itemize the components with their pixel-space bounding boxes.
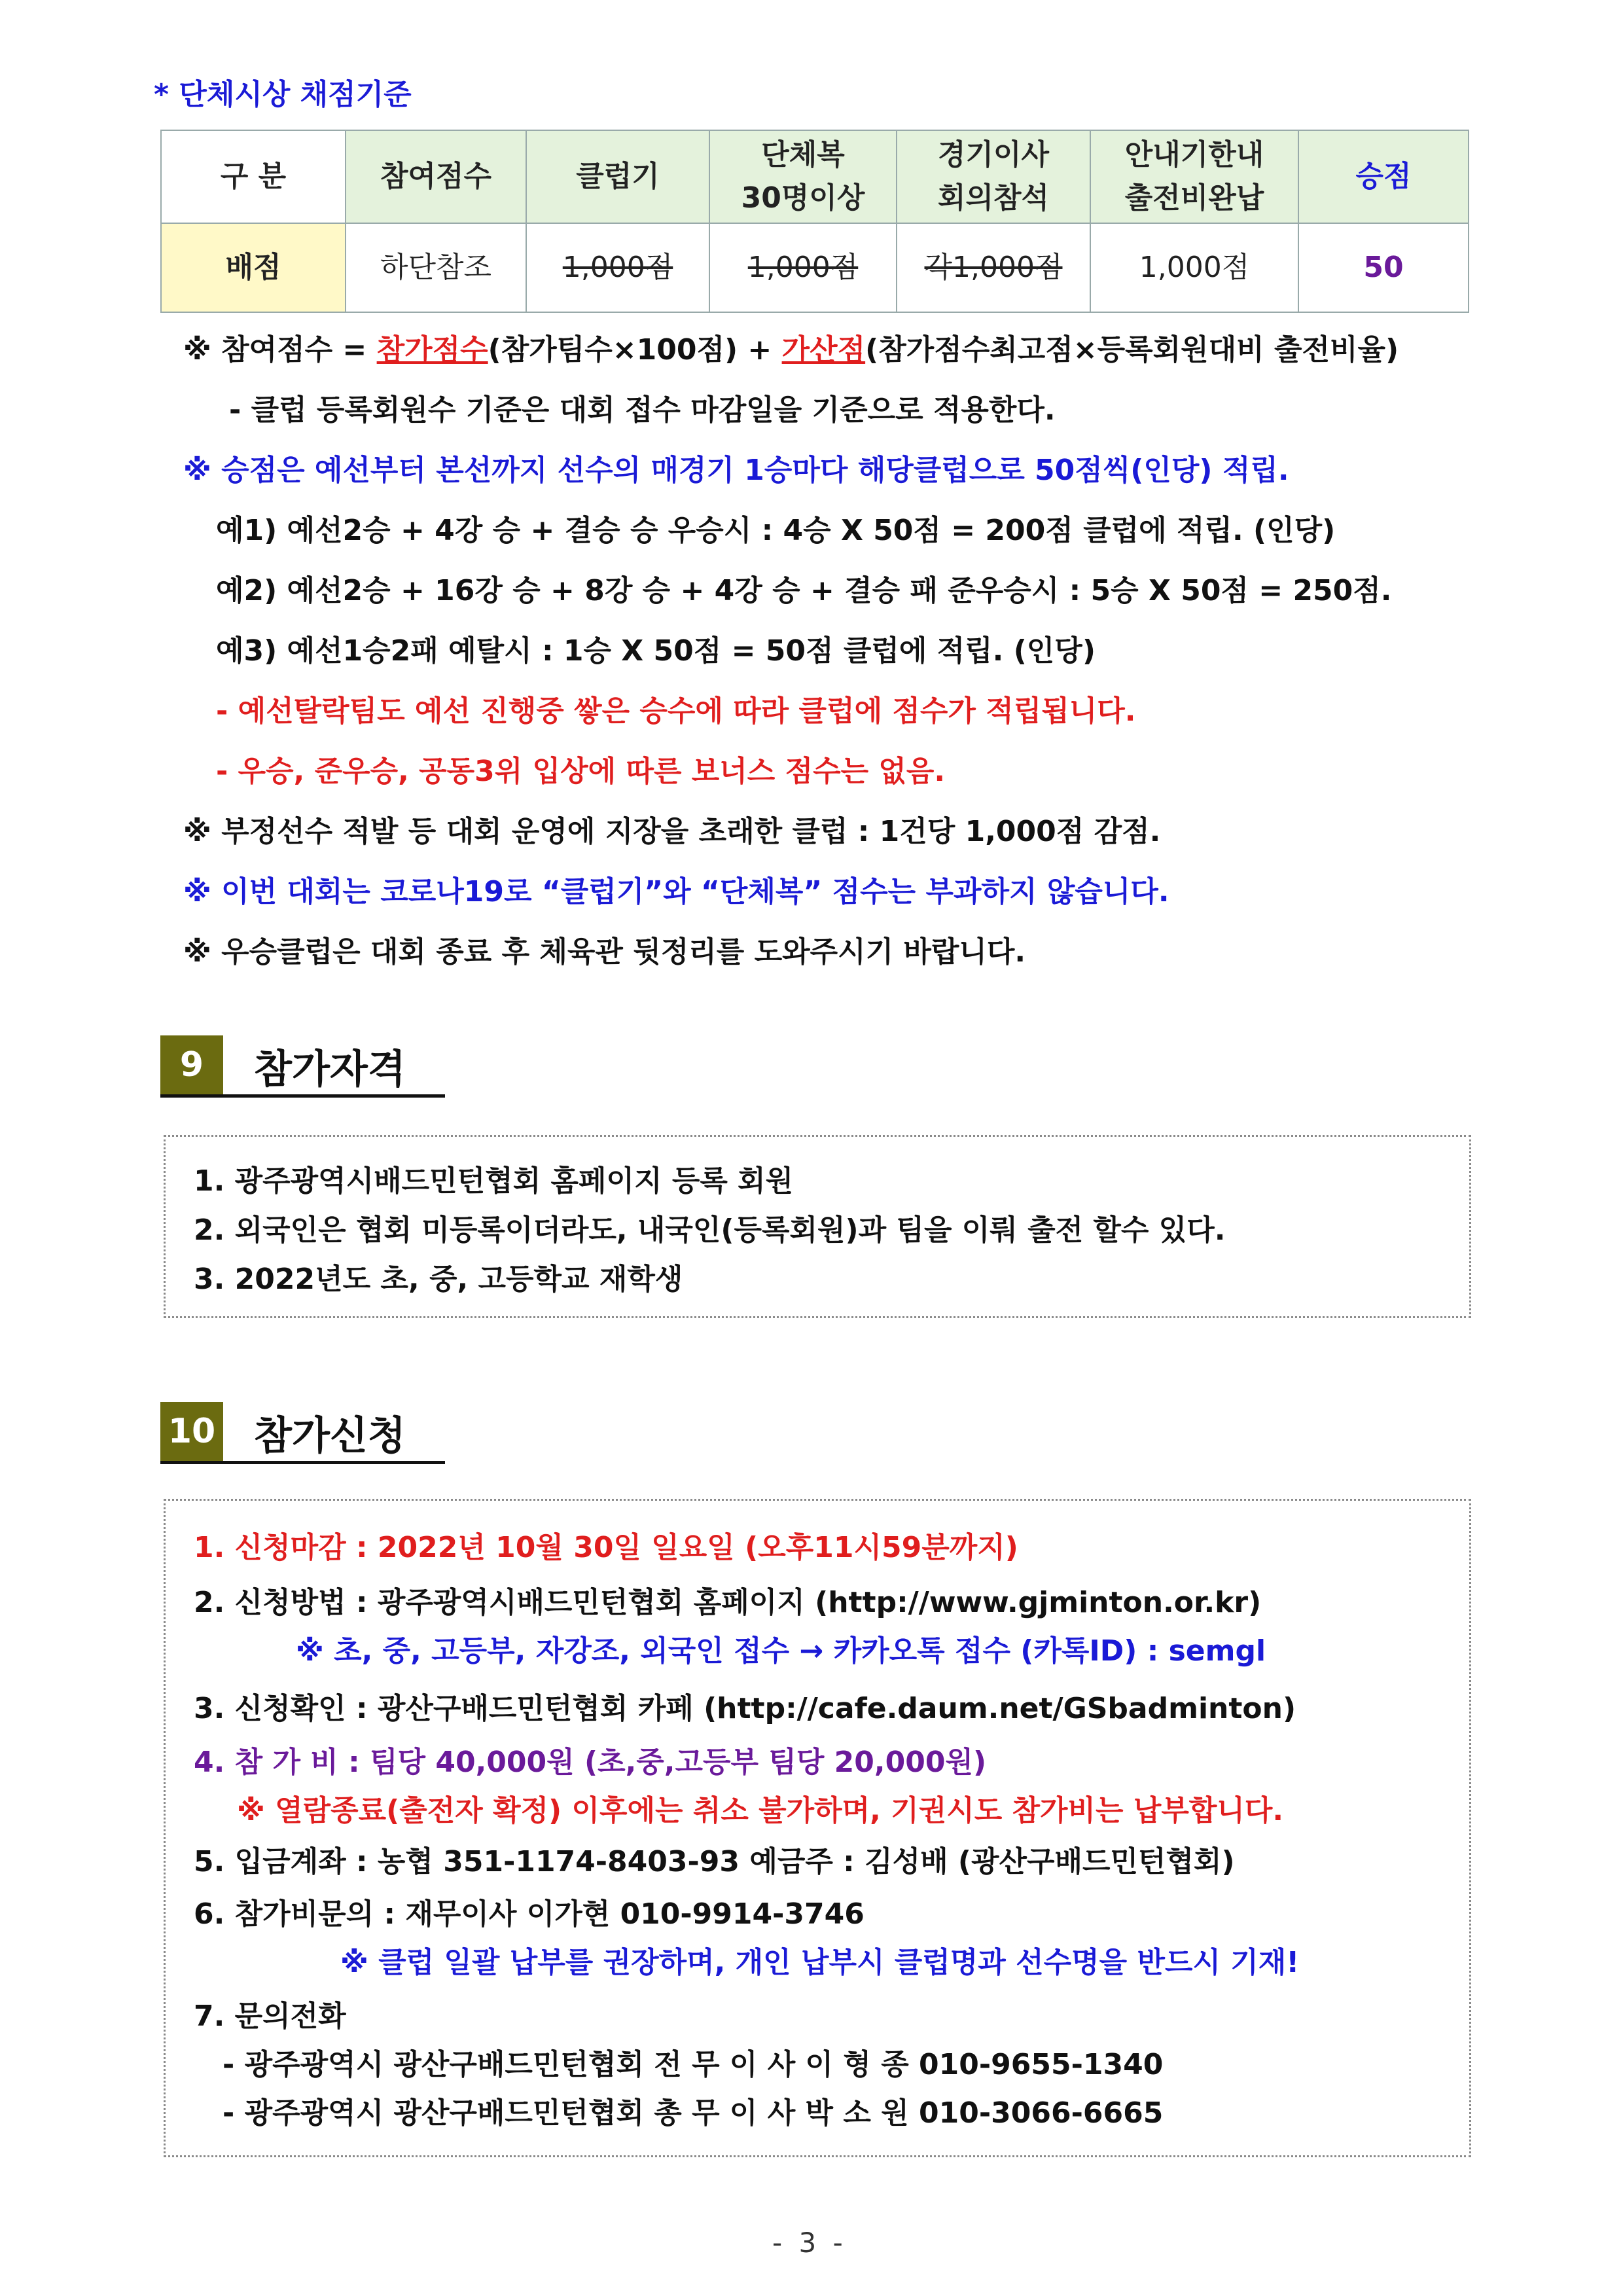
header-category: 구 분	[161, 130, 346, 223]
application-club-payment-note: ※ 클럽 일괄 납부를 권장하며, 개인 납부시 클럽명과 선수명을 반드시 기재!	[340, 1946, 1300, 1979]
scoring-table	[160, 130, 1469, 313]
section-10-underline	[160, 1461, 445, 1464]
note-example-1: 예1) 예선2승 + 4강 승 + 결승 승 우승시 : 4승 X 50점 = 200점 클럽에 적립. (인당)	[216, 514, 1336, 547]
note-participation-formula	[183, 326, 1399, 368]
header-fee-l2: 출전비완납	[1124, 181, 1264, 215]
note-example-3: 예3) 예선1승2패 예탈시 : 1승 X 50점 = 50점 클럽에 적립. (인당)	[216, 634, 1096, 668]
header-meeting-l1: 경기이사	[937, 138, 1049, 171]
contact-director: - 광주광역시 광산구배드민턴협회 전 무 이 사 이 형 종 010-9655-1340	[223, 2048, 1164, 2081]
value-participation: 하단참조	[346, 223, 526, 312]
application-refund-note: ※ 열람종료(출전자 확정) 이후에는 취소 불가하며, 기권시도 참가비는 납부합니다.	[237, 1794, 1284, 1827]
value-club-flag: 1,000점	[526, 223, 709, 312]
header-win-points: 승점	[1298, 130, 1469, 223]
note-1-participation-points: 참가점수	[376, 333, 488, 367]
table-header-row	[161, 130, 1469, 223]
team-award-title: * 단체시상 채점기준	[154, 78, 412, 111]
note-1-middle: (참가팀수×100점) +	[488, 333, 782, 367]
eligibility-item-3: 3. 2022년도 초, 중, 고등학교 재학생	[194, 1263, 683, 1296]
note-example-2: 예2) 예선2승 + 16강 승 + 8강 승 + 4강 승 + 결승 패 준우승시 : 5승 X 50점 = 250점.	[216, 574, 1392, 607]
application-kakao-note: ※ 초, 중, 고등부, 자강조, 외국인 접수 → 카카오톡 접수 (카톡ID) : semgl	[296, 1634, 1266, 1668]
note-1-bonus-points: 가산점	[781, 333, 866, 367]
header-uniform-l1: 단체복	[761, 138, 845, 171]
section-10-title: 참가신청	[254, 1413, 406, 1459]
header-meeting-l2: 회의참석	[937, 181, 1049, 215]
note-registration-basis: - 클럽 등록회원수 기준은 대회 접수 마감일을 기준으로 적용한다.	[229, 393, 1056, 427]
value-category: 배점	[161, 223, 346, 312]
note-cleanup: ※ 우승클럽은 대회 종료 후 체육관 뒷정리를 도와주시기 바랍니다.	[183, 935, 1026, 969]
contact-secretary: - 광주광역시 광산구배드민턴협회 총 무 이 사 박 소 원 010-3066-6665	[223, 2096, 1164, 2130]
header-fee	[1090, 130, 1298, 223]
header-meeting	[897, 130, 1090, 223]
application-method: 2. 신청방법 : 광주광역시배드민턴협회 홈페이지 (http://www.gjminton.or.kr)	[194, 1586, 1262, 1619]
application-deadline: 1. 신청마감 : 2022년 10월 30일 일요일 (오후11시59분까지)	[194, 1531, 1018, 1564]
note-eliminated-teams: - 예선탈락팀도 예선 진행중 쌓은 승수에 따라 클럽에 점수가 적립됩니다.	[216, 694, 1136, 728]
header-participation: 참여점수	[346, 130, 526, 223]
section-10-number: 10	[160, 1402, 223, 1461]
note-covid-exemption: ※ 이번 대회는 코로나19로 “클럽기”와 “단체복” 점수는 부과하지 않습니다.	[183, 875, 1169, 908]
value-fee: 1,000점	[1090, 223, 1298, 312]
note-1-suffix: (참가점수최고점×등록회원대비 출전비율)	[865, 333, 1399, 367]
section-9-underline	[160, 1094, 445, 1098]
contact-heading: 7. 문의전화	[194, 2000, 346, 2033]
value-win-points: 50	[1298, 223, 1469, 312]
note-penalty: ※ 부정선수 적발 등 대회 운영에 지장을 초래한 클럽 : 1건당 1,000점 감점.	[183, 815, 1161, 848]
header-club-flag: 클럽기	[526, 130, 709, 223]
note-no-bonus: - 우승, 준우승, 공동3위 입상에 따른 보너스 점수는 없음.	[216, 755, 946, 788]
application-fee-inquiry: 6. 참가비문의 : 재무이사 이가현 010-9914-3746	[194, 1897, 865, 1931]
value-meeting: 각1,000점	[897, 223, 1090, 312]
note-1-prefix: ※ 참여점수 =	[183, 333, 377, 367]
header-uniform	[709, 130, 897, 223]
section-9-title: 참가자격	[254, 1047, 406, 1092]
eligibility-item-2: 2. 외국인은 협회 미등록이더라도, 내국인(등록회원)과 팀을 이뤄 출전 할수 있다.	[194, 1213, 1226, 1247]
application-bank-account: 5. 입금계좌 : 농협 351-1174-8403-93 예금주 : 김성배 (광산구배드민턴협회)	[194, 1845, 1235, 1878]
section-9-number: 9	[160, 1035, 223, 1094]
note-win-points: ※ 승점은 예선부터 본선까지 선수의 매경기 1승마다 해당클럽으로 50점씩(인당) 적립.	[183, 454, 1289, 487]
eligibility-item-1: 1. 광주광역시배드민턴협회 홈페이지 등록 회원	[194, 1164, 794, 1198]
value-uniform: 1,000점	[709, 223, 897, 312]
page-number: - 3 -	[772, 2227, 847, 2259]
table-value-row	[161, 223, 1469, 312]
application-confirm: 3. 신청확인 : 광산구배드민턴협회 카페 (http://cafe.daum.net/GSbadminton)	[194, 1692, 1296, 1725]
header-uniform-l2: 30명이상	[741, 181, 865, 215]
application-fee: 4. 참 가 비 : 팀당 40,000원 (초,중,고등부 팀당 20,000원)	[194, 1746, 987, 1779]
header-fee-l1: 안내기한내	[1124, 138, 1264, 171]
